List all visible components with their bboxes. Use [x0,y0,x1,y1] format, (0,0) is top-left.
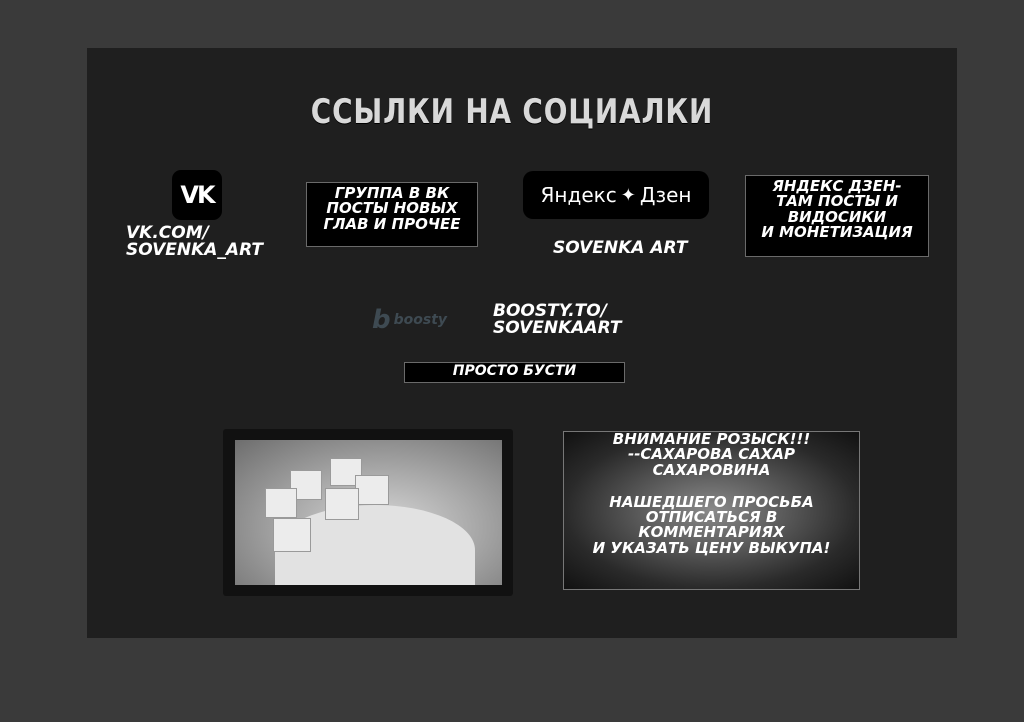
vk-link-line: VK.COM/ [126,223,209,243]
page-title: ССЫЛКИ НА СОЦИАЛКИ [310,92,714,132]
vk-link[interactable] [126,225,263,260]
dzen-logo-left: Яндекс [540,183,617,207]
sugar-cubes-image [235,440,502,585]
notice-line: --САХАРОВА САХАР [627,445,796,464]
dzen-logo[interactable] [523,171,709,219]
vk-description-line: ПОСТЫ НОВЫХ [326,199,458,218]
dzen-description-line: И МОНЕТИЗАЦИЯ [761,222,913,241]
notice-line: КОММЕНТАРИЯХ [638,523,785,542]
sugar-cube [355,475,389,505]
notice-line: ВНИМАНИЕ РОЗЫСК!!! [612,430,811,448]
sugar-cube [273,518,311,552]
vk-link-line: SOVENKA_ART [126,240,263,261]
sugar-cube [325,488,359,520]
wanted-notice [563,431,860,590]
boosty-link-line: BOOSTY.TO/ [493,301,607,321]
sugar-cube [265,488,297,518]
notice-line: НАШЕДШЕГО ПРОСЬБА [609,492,814,511]
dzen-description-line: ЯНДЕКС ДЗЕН- [772,177,902,195]
vk-description-line: ГРУППА В ВК [334,184,450,202]
dzen-star-icon: ✦ [620,184,636,206]
dzen-link[interactable]: SOVENKA ART [553,238,688,258]
vk-logo-text: VK [180,181,214,209]
dzen-logo-right: Дзен [639,183,692,207]
notice-line: ОТПИСАТЬСЯ В [645,508,778,527]
dzen-description-box [745,175,929,257]
vk-description-box [306,182,478,247]
dzen-description-line: ТАМ ПОСТЫ И [776,192,898,211]
boosty-b-mark: b [372,305,391,335]
boosty-description-box: ПРОСТО БУСТИ [404,362,625,383]
vk-logo-icon[interactable] [172,170,222,220]
notice-line: И УКАЗАТЬ ЦЕНУ ВЫКУПА! [592,538,831,557]
boosty-link[interactable] [493,303,622,338]
notice-line: САХАРОВИНА [652,460,771,479]
boosty-logo-icon[interactable] [372,303,472,337]
vk-description-line: ГЛАВ И ПРОЧЕЕ [323,214,461,233]
boosty-link-line: SOVENKAART [493,318,622,339]
boosty-logo-text: boosty [393,312,448,328]
dzen-description-line: ВИДОСИКИ [787,207,887,226]
